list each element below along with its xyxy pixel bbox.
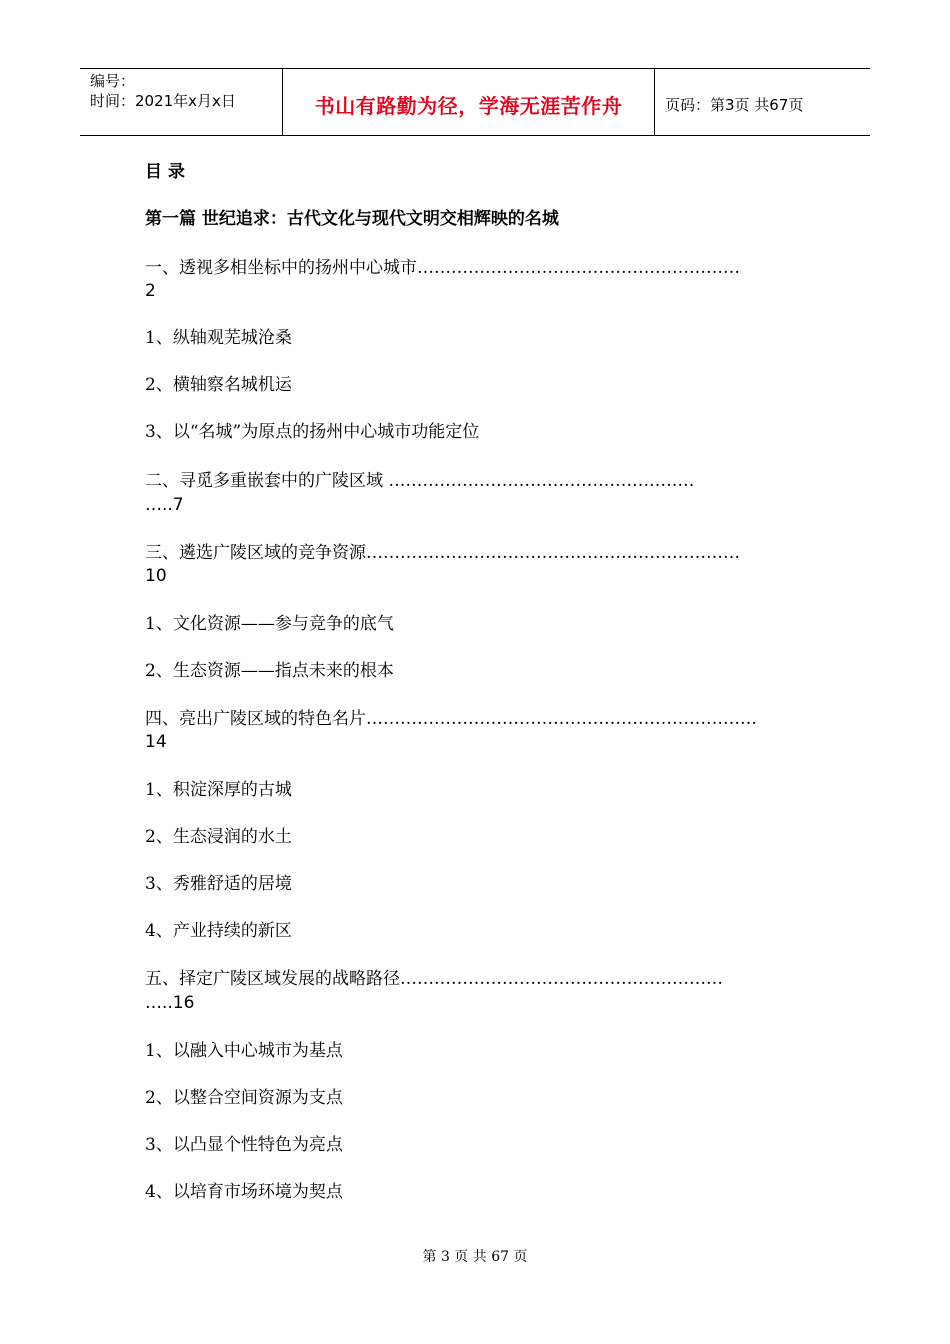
toc-entry-page: 10 [145, 566, 167, 586]
toc-entry[interactable]: 三、遴选广陵区域的竞争资源………………………………………………………… [145, 543, 740, 563]
toc-subentry[interactable]: 1、纵轴观芜城沧桑 [145, 328, 292, 348]
toc-subentry[interactable]: 1、以融入中心城市为基点 [145, 1041, 343, 1061]
header-motto: 书山有路勤为径，学海无涯苦作舟 [282, 69, 655, 135]
toc-subentry[interactable]: 3、以“名城”为原点的扬州中心城市功能定位 [145, 422, 480, 442]
toc-entry[interactable]: 五、择定广陵区域发展的战略路径………………………………………………… [145, 969, 723, 989]
toc-title: 目 录 [145, 162, 185, 182]
toc-subentry[interactable]: 2、横轴察名城机运 [145, 375, 292, 395]
toc-entry-page: 14 [145, 732, 167, 752]
time-label: 时间：2021年x月x日 [90, 92, 236, 110]
toc-subentry[interactable]: 3、秀雅舒适的居境 [145, 874, 292, 894]
toc-subentry[interactable]: 2、生态浸润的水土 [145, 827, 292, 847]
toc-entry-page: …..7 [145, 495, 184, 515]
toc-entry[interactable]: 二、寻觅多重嵌套中的广陵区域 ……………………………………………… [145, 471, 695, 491]
toc-part-heading: 第一篇 世纪追求：古代文化与现代文明交相辉映的名城 [145, 209, 559, 229]
toc-entry-page: …..16 [145, 993, 195, 1013]
toc-entry-page: 2 [145, 281, 156, 301]
toc-entry[interactable]: 一、透视多相坐标中的扬州中心城市………………………………………………… [145, 258, 740, 278]
toc-subentry[interactable]: 4、以培育市场环境为契点 [145, 1182, 343, 1202]
toc-subentry[interactable]: 2、生态资源——指点未来的根本 [145, 661, 394, 681]
toc-subentry[interactable]: 2、以整合空间资源为支点 [145, 1088, 343, 1108]
page-header [80, 68, 870, 136]
number-label: 编号： [90, 72, 136, 90]
page-footer: 第 3 页 共 67 页 [422, 1249, 528, 1265]
toc-subentry[interactable]: 3、以凸显个性特色为亮点 [145, 1135, 343, 1155]
toc-subentry[interactable]: 1、积淀深厚的古城 [145, 780, 292, 800]
toc-subentry[interactable]: 1、文化资源——参与竞争的底气 [145, 614, 394, 634]
header-page-info: 页码：第3页 共67页 [665, 95, 804, 114]
toc-subentry[interactable]: 4、产业持续的新区 [145, 921, 292, 941]
toc-entry[interactable]: 四、亮出广陵区域的特色名片…………………………………………………………… [145, 709, 757, 729]
header-meta [80, 69, 282, 135]
